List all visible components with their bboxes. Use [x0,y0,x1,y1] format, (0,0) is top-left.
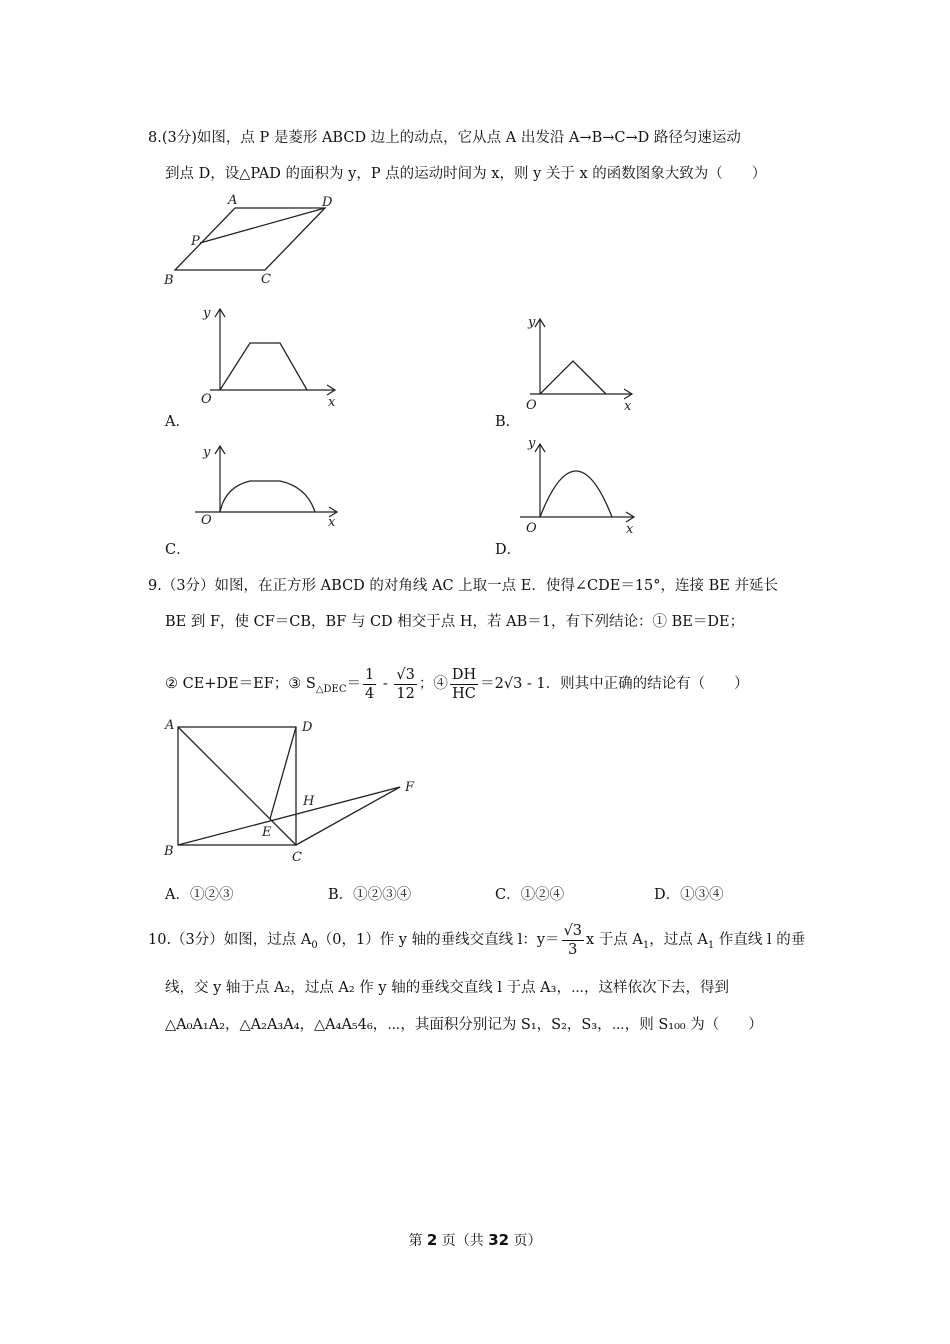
sq-label-e: E [262,825,272,840]
q10-line1-a: 10.（3分）如图，过点 A [148,932,312,948]
footer-middle: 页（共 [437,1233,489,1249]
graph-b-x: x [624,399,632,414]
sq-label-b: B [164,844,174,859]
q9-minus: - [378,676,393,692]
q10-line1-d: ，过点 A [649,932,708,948]
q10-line1-e: 作直线 l 的垂 [714,932,806,948]
page-footer [0,1230,950,1250]
q9-line3-d: ＝2√3 - 1．则其中正确的结论有（ ） [480,676,749,692]
q9-line3-b: ＝ [346,676,362,692]
fraction-one-quarter: $\frac{1}{4}$ [365,666,375,702]
q9-line3 [165,662,749,712]
q10-sub1: 1 [642,939,650,951]
sq-label-h: H [303,794,315,809]
footer-prefix: 第 [408,1233,427,1249]
square-figure [160,715,425,870]
q9-line2: BE 到 F，使 CF＝CB，BF 与 CD 相交于点 H，若 AB＝1，有下列结论：① BE＝DE； [165,614,745,630]
graph-d-x: x [626,522,634,537]
label-c: C [261,272,271,287]
graph-a-x: x [328,395,336,410]
q10-line1-c: x 于点 A [586,932,643,948]
graph-a-y: y [203,306,211,321]
q8-option-c[interactable]: C． [165,542,191,558]
q10-line1-b: （0，1）作 y 轴的垂线交直线 l：y＝ [317,932,560,948]
q8-line2: 到点 D，设△PAD 的面积为 y，P 点的运动时间为 x，则 y 关于 x 的函数图象大致为（ ） [165,166,767,182]
fraction-dh-over-hc: $\frac{DH}{HC}$ [451,666,477,702]
label-p: P [191,234,200,249]
label-d: D [322,195,333,210]
footer-page-number: 2 [426,1231,438,1249]
fraction-sqrt3-over-12: $\frac{√3}{12}$ [396,666,415,702]
sq-label-c: C [292,850,302,865]
q8-line1: 8.(3分)如图，点 P 是菱形 ABCD 边上的动点，它从点 A 出发沿 A→B→C→D 路径匀速运动 [148,130,741,146]
sq-label-a: A [165,718,175,733]
graph-c-o: O [201,513,212,528]
sq-label-f: F [405,780,415,795]
q10-sub0: 0 [311,939,318,951]
graph-a-o: O [201,392,212,407]
q9-option-c[interactable]: C．①②④ [495,887,565,903]
q9-line1: 9.（3分）如图，在正方形 ABCD 的对角线 AC 上取一点 E．使得∠CDE＝15°，连接 BE 并延长 [148,578,778,594]
q10-line3: △A₀A₁A₂，△A₂A₃A₄，△A₄A₅4₆，⋯，其面积分别记为 S₁，S₂，S₃，⋯，则 S₁₀₀ 为（ ） [165,1017,763,1033]
graph-b-o: O [526,398,537,413]
graph-d-y: y [528,436,536,451]
graph-c-x: x [328,515,336,530]
graph-option-a [195,305,345,410]
footer-suffix: 页） [509,1233,542,1249]
q9-line3-a: ② CE+DE＝EF；③ S [165,676,316,692]
graph-option-b [520,312,640,417]
q8-option-b[interactable]: B． [495,414,521,430]
rhombus-figure [160,190,340,290]
q9-option-a[interactable]: A．①②③ [165,887,234,903]
q8-option-a[interactable]: A． [165,414,190,430]
q10-line1 [148,918,805,968]
q9-line3-sub: △DEC [315,683,347,695]
graph-option-c [195,442,345,537]
fraction-sqrt3-over-3: $\frac{√3}{3}$ [563,922,583,958]
graph-b-y: y [528,315,536,330]
q9-option-d[interactable]: D．①③④ [654,887,724,903]
label-b: B [164,273,174,288]
footer-total-pages: 32 [488,1231,510,1249]
sq-label-d: D [302,720,313,735]
label-a: A [228,193,238,208]
q9-option-b[interactable]: B．①②③④ [328,887,412,903]
graph-option-d [520,435,645,535]
graph-c-y: y [203,445,211,460]
q10-line2: 线，交 y 轴于点 A₂，过点 A₂ 作 y 轴的垂线交直线 l 于点 A₃，⋯，这样依次下去，得到 [165,980,730,996]
q10-sub1b: 1 [707,939,715,951]
graph-d-o: O [526,521,537,536]
q9-line3-c: ；④ [418,676,448,692]
q8-option-d[interactable]: D． [495,542,522,558]
